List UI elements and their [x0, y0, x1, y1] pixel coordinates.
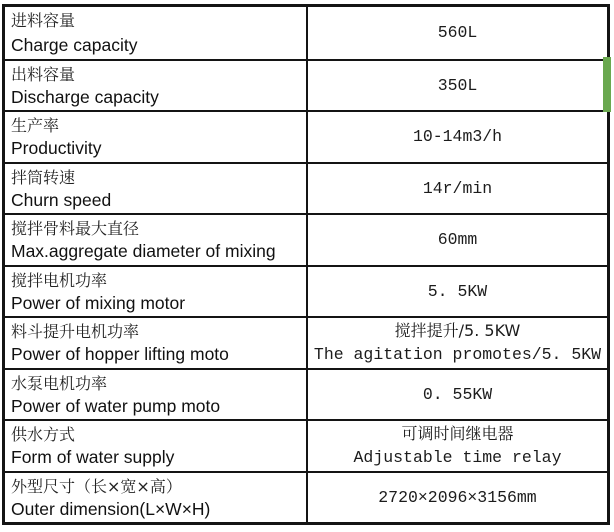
label-cell-discharge-capacity [5, 59, 306, 111]
label-cn: 外型尺寸（长×宽×高） [11, 476, 182, 496]
label-cell-charge-capacity [5, 7, 306, 59]
label-cn: 搅拌电机功率 [11, 270, 108, 290]
value-text-cn: 搅拌提升/5. 5KW [394, 321, 521, 341]
value-text-en: The agitation promotes/5. 5KW [313, 345, 602, 365]
value-cell-hopper-lifting-motor-power [306, 316, 607, 368]
label-en: Discharge capacity [11, 86, 159, 107]
value-text-cn: 可调时间继电器 [401, 424, 514, 444]
value-text-en: Adjustable time relay [353, 448, 562, 468]
value-text: 2720×2096×3156mm [378, 487, 537, 507]
label-en: Outer dimension(L×W×H) [11, 498, 211, 519]
label-en: Power of water pump moto [11, 395, 221, 416]
label-cell-productivity [5, 110, 306, 162]
label-cn: 水泵电机功率 [11, 373, 108, 393]
specification-table [2, 4, 610, 525]
value-text: 560L [437, 23, 478, 43]
value-text: 5. 5KW [427, 281, 488, 301]
label-cn: 搅拌骨料最大直径 [11, 219, 140, 238]
label-cell-water-supply-form [5, 419, 306, 471]
label-en: Productivity [11, 138, 102, 158]
label-en: Max.aggregate diameter of mixing [11, 241, 276, 261]
label-en: Charge capacity [11, 34, 138, 55]
value-text: 0. 55KW [422, 384, 493, 404]
value-cell-water-supply-form [306, 419, 607, 471]
value-text: 60mm [437, 230, 478, 250]
value-cell-water-pump-motor-power [306, 368, 607, 420]
label-cell-water-pump-motor-power [5, 368, 306, 420]
value-cell-churn-speed [306, 162, 607, 214]
label-en: Power of mixing motor [11, 292, 186, 313]
green-highlight-bar [603, 57, 611, 112]
label-cn: 生产率 [11, 116, 60, 135]
value-text: 14r/min [422, 178, 493, 198]
value-cell-charge-capacity [306, 7, 607, 59]
value-cell-mixing-motor-power [306, 265, 607, 317]
value-cell-max-aggregate-diameter [306, 213, 607, 265]
label-en: Power of hopper lifting moto [11, 344, 229, 364]
label-en: Form of water supply [11, 447, 175, 467]
label-cn: 出料容量 [11, 64, 76, 84]
value-text: 10-14m3/h [412, 127, 503, 147]
value-cell-productivity [306, 110, 607, 162]
label-cell-churn-speed [5, 162, 306, 214]
label-cell-hopper-lifting-motor-power [5, 316, 306, 368]
label-en: Churn speed [11, 189, 112, 210]
value-cell-outer-dimension [306, 471, 607, 523]
label-cn: 拌筒转速 [11, 167, 76, 187]
label-cell-mixing-motor-power [5, 265, 306, 317]
label-cell-max-aggregate-diameter [5, 213, 306, 265]
value-cell-discharge-capacity [306, 59, 607, 111]
label-cn: 供水方式 [11, 425, 76, 444]
label-cell-outer-dimension [5, 471, 306, 523]
label-cn: 进料容量 [11, 11, 76, 30]
value-text: 350L [437, 75, 478, 95]
label-cn: 料斗提升电机功率 [11, 322, 140, 341]
